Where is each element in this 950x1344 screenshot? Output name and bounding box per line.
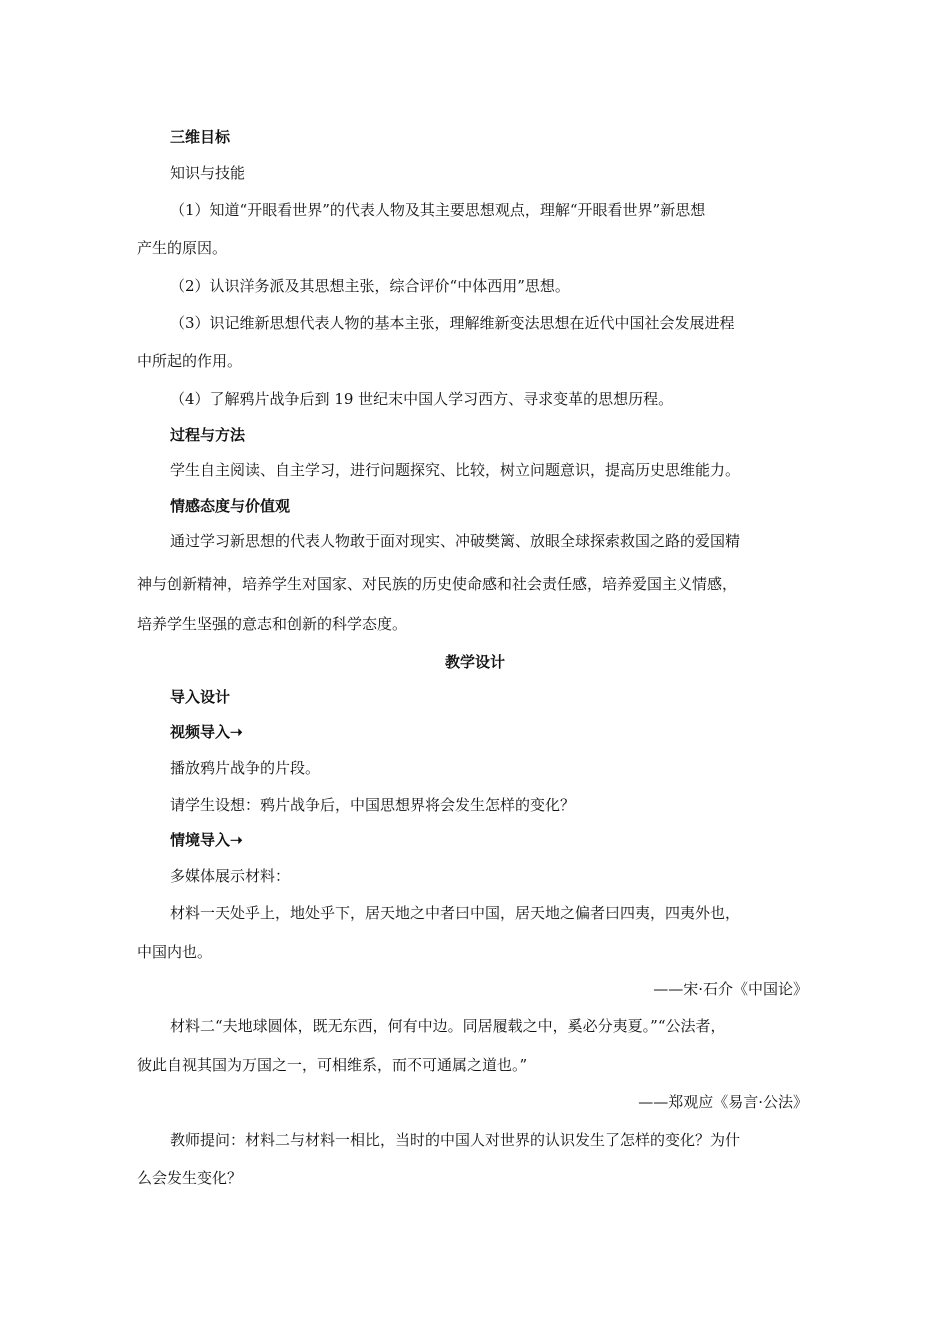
question-line-1: 教师提问：材料二与材料一相比，当时的中国人对世界的认识发生了怎样的变化？为什 [170,1131,741,1149]
situation-heading [170,830,243,850]
objectives-heading: 三维目标 [170,128,231,146]
video-text-line-1: 播放鸦片战争的片段。 [170,759,321,777]
process-heading: 过程与方法 [170,426,246,444]
design-title: 教学设计 [444,653,505,671]
right-arrow-icon: ➝ [230,831,243,849]
situation-heading-label: 情境导入 [170,831,231,849]
knowledge-item-1-line-2: 产生的原因。 [137,239,228,257]
video-heading-label: 视频导入 [170,723,231,741]
material-2-source: ——郑观应《易言·公法》 [638,1093,808,1111]
material-2-line-1: 材料二“夫地球圆体，既无东西，何有中边。同居履载之中，奚必分夷夏。”“公法者， [170,1017,726,1035]
knowledge-item-1-line-1: （1）知道“开眼看世界”的代表人物及其主要思想观点，理解“开眼看世界”新思想 [170,201,706,219]
knowledge-item-4: （4）了解鸦片战争后到 19 世纪末中国人学习西方、寻求变革的思想历程。 [170,390,674,408]
intro-heading: 导入设计 [170,688,231,706]
knowledge-heading: 知识与技能 [170,164,246,182]
knowledge-item-3-line-1: （3）识记维新思想代表人物的基本主张，理解维新变法思想在近代中国社会发展进程 [170,314,735,332]
right-arrow-icon: ➝ [230,723,243,741]
process-text: 学生自主阅读、自主学习，进行问题探究、比较，树立问题意识，提高历史思维能力。 [170,461,741,479]
question-line-2: 么会发生变化？ [137,1169,243,1187]
material-1-line-2: 中国内也。 [137,943,213,961]
emotion-heading: 情感态度与价值观 [170,497,291,515]
video-text-line-2: 请学生设想：鸦片战争后，中国思想界将会发生怎样的变化？ [170,796,576,814]
knowledge-item-3-line-2: 中所起的作用。 [137,352,243,370]
emotion-text-line-3: 培养学生坚强的意志和创新的科学态度。 [137,615,408,633]
situation-text-line-1: 多媒体展示材料： [170,867,291,885]
video-heading [170,722,243,742]
material-2-line-2: 彼此自视其国为万国之一，可相维系，而不可通属之道也。” [137,1056,528,1074]
emotion-text-line-1: 通过学习新思想的代表人物敢于面对现实、冲破樊篱、放眼全球探索救国之路的爱国精 [170,532,741,550]
knowledge-item-2: （2）认识洋务派及其思想主张，综合评价“中体西用”思想。 [170,277,570,295]
material-1-line-1: 材料一天处乎上，地处乎下，居天地之中者曰中国，居天地之偏者曰四夷，四夷外也， [170,904,741,922]
material-1-source: ——宋·石介《中国论》 [653,980,808,998]
emotion-text-line-2: 神与创新精神，培养学生对国家、对民族的历史使命感和社会责任感，培养爱国主义情感， [137,575,738,593]
